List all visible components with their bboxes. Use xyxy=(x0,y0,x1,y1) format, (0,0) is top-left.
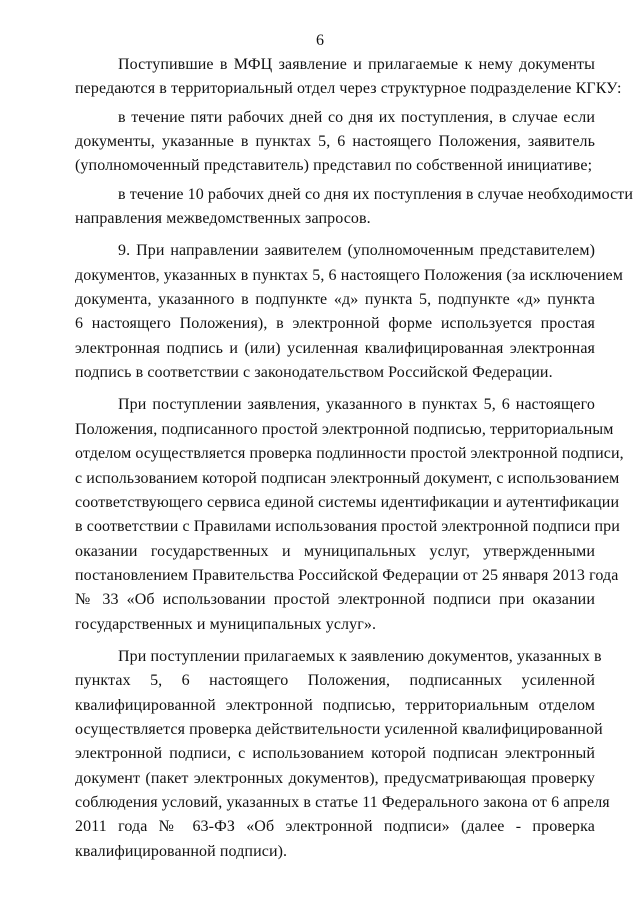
text-line: направления межведомственных запросов. xyxy=(75,210,371,228)
text-line: электронная подпись и (или) усиленная квалифицированная электронная xyxy=(75,339,595,357)
paragraph xyxy=(75,106,595,179)
text-line: документ (пакет электронных документов), предусматривающая проверку xyxy=(75,769,595,787)
text-line: в соответствии с Правилами использования простой электронной подписи при xyxy=(75,518,620,536)
text-line: пунктах 5, 6 настоящего Положения, подписанных усиленной xyxy=(75,672,595,690)
text-line: в течение пяти рабочих дней со дня их поступления, в случае если xyxy=(118,108,595,126)
text-line: Положения, подписанного простой электронной подписью, территориальным xyxy=(75,420,614,438)
text-line: документов, указанных в пунктах 5, 6 настоящего Положения (за исключением xyxy=(75,266,623,284)
text-line: государственных и муниципальных услуг». xyxy=(75,615,377,633)
text-line: в течение 10 рабочих дней со дня их поступления в случае необходимости xyxy=(118,185,634,203)
text-line: При поступлении прилагаемых к заявлению документов, указанных в xyxy=(118,647,602,665)
text-line: подпись в соответствии с законодательством Российской Федерации. xyxy=(75,364,553,382)
text-line: документа, указанного в подпункте «д» пункта 5, подпункте «д» пункта xyxy=(75,291,595,309)
text-line: квалифицированной подписи). xyxy=(75,842,288,860)
text-line: соответствующего сервиса единой системы идентификации и аутентификации xyxy=(75,493,620,511)
text-line: оказании государственных и муниципальных услуг, утвержденными xyxy=(75,542,595,560)
text-line: (уполномоченный представитель) представил по собственной инициативе; xyxy=(75,157,593,175)
text-line: 2011 года № 63-ФЗ «Об электронной подписи» (далее - проверка xyxy=(75,818,595,836)
text-line: отделом осуществляется проверка подлинности простой электронной подписи, xyxy=(75,445,624,463)
text-line: 6 настоящего Положения), в электронной форме используется простая xyxy=(75,315,595,333)
text-line: с использованием которой подписан электронный документ, с использованием xyxy=(75,469,620,487)
text-line: электронной подписи, с использованием которой подписан электронный xyxy=(75,745,595,763)
text-line: Поступившие в МФЦ заявление и прилагаемые к нему документы xyxy=(118,56,595,73)
paragraph xyxy=(75,393,624,636)
text-line: соблюдения условий, указанных в статье 11 Федерального закона от 6 апреля xyxy=(75,793,610,811)
paragraph xyxy=(75,53,622,102)
text-line: осуществляется проверка действительности усиленной квалифицированной xyxy=(75,720,603,738)
paragraph xyxy=(75,183,634,232)
text-line: При поступлении заявления, указанного в пунктах 5, 6 настоящего xyxy=(118,396,595,414)
paragraph xyxy=(75,645,610,864)
text-line: документы, указанные в пунктах 5, 6 настоящего Положения, заявитель xyxy=(75,133,595,151)
page-number: 6 xyxy=(315,32,325,49)
text-line: квалифицированной электронной подписью, территориальным отделом xyxy=(75,696,595,714)
text-line: 9. При направлении заявителем (уполномоченным представителем) xyxy=(118,242,595,260)
paragraph xyxy=(75,239,623,385)
document-body xyxy=(75,53,634,864)
text-line: № 33 «Об использовании простой электронной подписи при оказании xyxy=(75,591,595,609)
text-line: передаются в территориальный отдел через структурное подразделение КГКУ: xyxy=(75,80,622,98)
text-line: постановлением Правительства Российской Федерации от 25 января 2013 года xyxy=(75,566,619,584)
